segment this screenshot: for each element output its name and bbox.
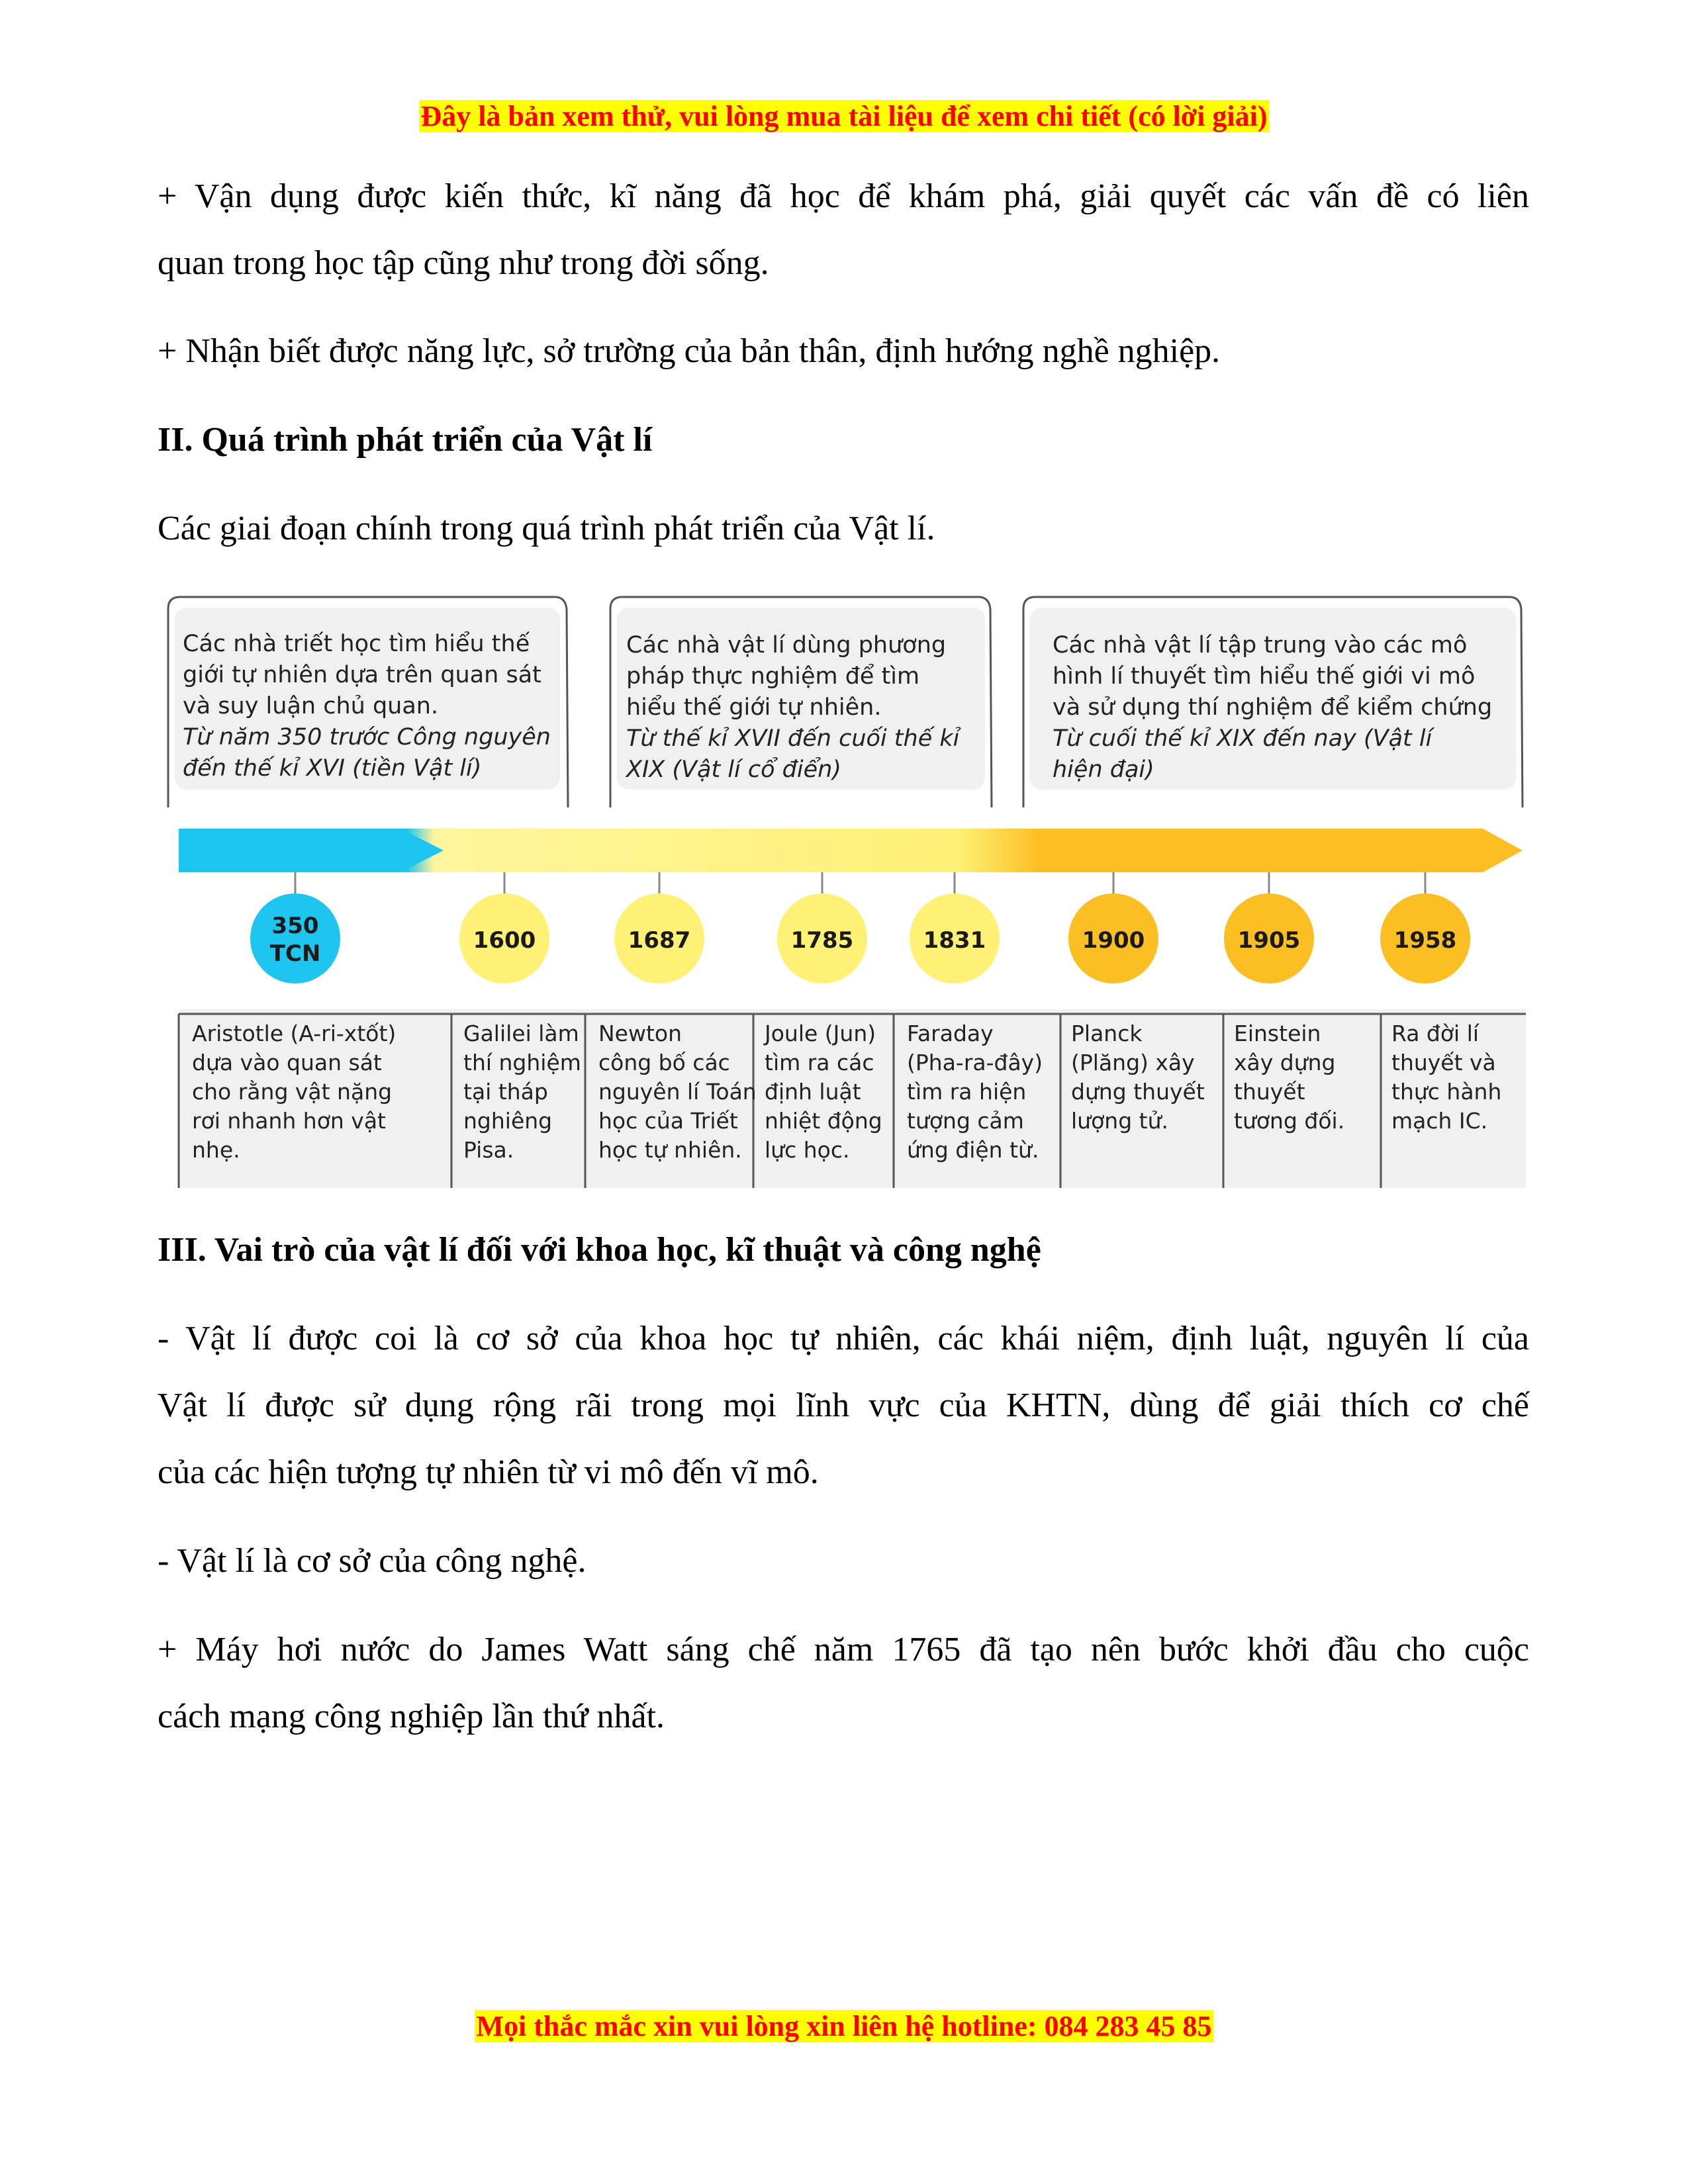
event-line: mạch IC.: [1391, 1108, 1488, 1134]
event-line: tại tháp: [463, 1079, 548, 1105]
para-3-line-1: - Vật lí được coi là cơ sở của khoa học tự nhiên, các khái niệm, định luật, nguyên lí của: [158, 1320, 1529, 1357]
year-label-1600: 1600: [473, 927, 536, 954]
era-3-period-2: hiện đại): [1053, 756, 1154, 783]
timeline-arrow-cyan-tip: [179, 829, 444, 872]
era-1-desc-1: Các nhà triết học tìm hiểu thế: [183, 631, 530, 657]
event-line: nghiêng: [463, 1108, 553, 1134]
event-line: tương đối.: [1234, 1108, 1345, 1134]
event-line: thuyết: [1234, 1079, 1305, 1105]
event-line: thực hành: [1391, 1079, 1502, 1105]
event-line: học tự nhiên.: [598, 1137, 742, 1163]
era-3-period-1: Từ cuối thế kỉ XIX đến nay (Vật lí: [1053, 725, 1432, 752]
era-2-text: [626, 630, 959, 786]
event-line: ứng điện từ.: [907, 1137, 1039, 1163]
era-1-period-1: Từ năm 350 trước Công nguyên: [183, 724, 551, 751]
event-line: lượng tử.: [1071, 1108, 1168, 1134]
era-2-desc-3: hiểu thế giới tự nhiên.: [626, 694, 882, 721]
era-2-period-1: Từ thế kỉ XVII đến cuối thế kỉ: [626, 725, 960, 752]
event-line: dựa vào quan sát: [192, 1050, 382, 1075]
event-line: Galilei làm: [463, 1021, 579, 1046]
event-line: Planck: [1071, 1021, 1143, 1046]
section-heading-2: II. Quá trình phát triển của Vật lí: [158, 421, 653, 459]
event-line: Ra đời lí: [1391, 1021, 1479, 1046]
intro-text: Các giai đoạn chính trong quá trình phát triển của Vật lí.: [158, 510, 935, 547]
year-label-1785: 1785: [790, 927, 854, 954]
year-label-350-tcn: [249, 912, 342, 968]
preview-notice: Đây là bản xem thử, vui lòng mua tài liệu để xem chi tiết (có lời giải): [420, 100, 1268, 132]
event-line: học của Triết: [598, 1108, 738, 1134]
event-line: tượng cảm: [907, 1108, 1024, 1134]
physics-timeline-figure: [165, 596, 1529, 1191]
event-text-planck: [1071, 1019, 1205, 1136]
para-1-line-1: + Vận dụng được kiến thức, kĩ năng đã học để khám phá, giải quyết các vấn đề có liên: [158, 177, 1529, 215]
para-5-line-1: + Máy hơi nước do James Watt sáng chế năm 1765 đã tạo nên bước khởi đầu cho cuộc: [158, 1631, 1529, 1668]
event-line: thuyết và: [1391, 1050, 1496, 1075]
event-line: rơi nhanh hơn vật: [192, 1108, 386, 1134]
event-line: Pisa.: [463, 1137, 514, 1163]
event-line: tìm ra các: [765, 1050, 874, 1075]
event-line: nhiệt động: [765, 1108, 882, 1134]
era-2-desc-1: Các nhà vật lí dùng phương: [626, 632, 947, 659]
event-line: tìm ra hiện: [907, 1079, 1027, 1105]
event-text-galilei: [463, 1019, 581, 1165]
era-3-desc-1: Các nhà vật lí tập trung vào các mô: [1053, 632, 1468, 659]
event-line: nguyên lí Toán: [598, 1079, 757, 1105]
event-line: lực học.: [765, 1137, 850, 1163]
para-2: + Nhận biết được năng lực, sở trường của bản thân, định hướng nghề nghiệp.: [158, 332, 1221, 370]
event-line: cho rằng vật nặng: [192, 1079, 393, 1105]
year-label-1958: 1958: [1393, 927, 1457, 954]
year-label-1831: 1831: [923, 927, 986, 954]
event-text-joule: [765, 1019, 882, 1165]
era-1-desc-2: giới tự nhiên dựa trên quan sát: [183, 662, 541, 688]
era-3-text: [1053, 630, 1492, 786]
era-3-desc-2: hình lí thuyết tìm hiểu thế giới vi mô: [1053, 663, 1476, 690]
event-line: công bố các: [598, 1050, 730, 1075]
event-line: xây dựng: [1234, 1050, 1336, 1075]
event-text-einstein: [1234, 1019, 1344, 1136]
para-3-line-3: của các hiện tượng tự nhiên từ vi mô đến vĩ mô.: [158, 1453, 819, 1491]
era-1-desc-3: và suy luận chủ quan.: [183, 693, 439, 719]
event-line: dựng thuyết: [1071, 1079, 1205, 1105]
era-1-text: [183, 629, 551, 784]
para-5-line-2: cách mạng công nghiệp lần thứ nhất.: [158, 1698, 665, 1735]
event-text-newton: [598, 1019, 757, 1165]
hotline-notice: Mọi thắc mắc xin vui lòng xin liên hệ hotline: 084 283 45 85: [476, 2010, 1212, 2042]
event-line: Faraday: [907, 1021, 994, 1046]
event-line: nhẹ.: [192, 1137, 240, 1163]
para-3-line-2: Vật lí được sử dụng rộng rãi trong mọi lĩnh vực của KHTN, dùng để giải thích cơ chế: [158, 1387, 1529, 1424]
event-line: Aristotle (A-ri-xtốt): [192, 1021, 397, 1046]
era-2-period-2: XIX (Vật lí cổ điển): [626, 756, 841, 783]
event-line: thí nghiệm: [463, 1050, 581, 1075]
era-1-period-2: đến thế kỉ XVI (tiền Vật lí): [183, 755, 482, 782]
section-heading-3: III. Vai trò của vật lí đối với khoa học, kĩ thuật và công nghệ: [158, 1231, 1041, 1269]
event-line: định luật: [765, 1079, 861, 1105]
event-line: (Plăng) xây: [1071, 1050, 1195, 1075]
year-label-1905: 1905: [1237, 927, 1301, 954]
event-text-aristotle: [192, 1019, 396, 1165]
event-line: Joule (Jun): [765, 1021, 876, 1046]
era-3-desc-3: và sử dụng thí nghiệm để kiểm chứng: [1053, 694, 1493, 721]
year-label-1900: 1900: [1082, 927, 1145, 954]
era-2-desc-2: pháp thực nghiệm để tìm: [626, 663, 920, 690]
para-4: - Vật lí là cơ sở của công nghệ.: [158, 1542, 586, 1580]
event-text-faraday: [907, 1019, 1043, 1165]
year-label-350: 350: [271, 913, 319, 939]
year-label-1687: 1687: [628, 927, 691, 954]
event-line: Newton: [598, 1021, 682, 1046]
year-label-tcn: TCN: [269, 940, 321, 967]
event-line: (Pha-ra-đây): [907, 1050, 1043, 1075]
event-text-ic: [1391, 1019, 1501, 1136]
event-line: Einstein: [1234, 1021, 1321, 1046]
para-1-line-2: quan trong học tập cũng như trong đời sống.: [158, 244, 769, 282]
